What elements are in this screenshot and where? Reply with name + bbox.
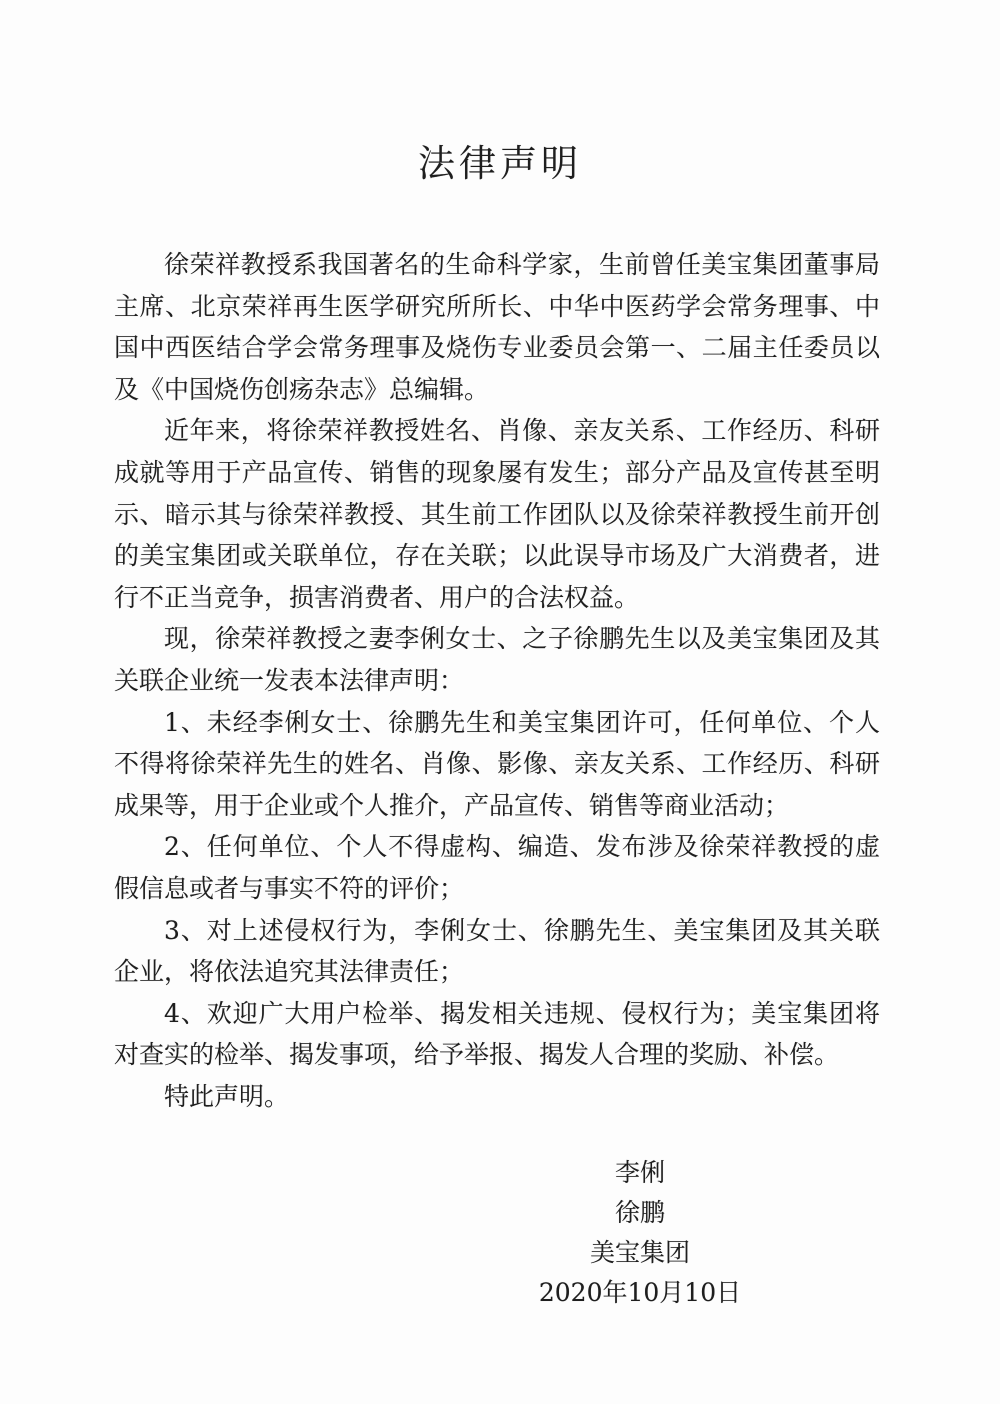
list-item-line: 不得将徐荣祥先生的姓名、肖像、影像、亲友关系、工作经历、科研 [114,749,880,779]
list-item-line: 对查实的检举、揭发事项，给予举报、揭发人合理的奖励、补偿。 [114,1040,840,1070]
signatory-company: 美宝集团 [589,1238,690,1267]
paragraph-line: 关联企业统一发表本法律声明： [114,665,465,695]
paragraph-line: 主席、北京荣祥再生医学研究所所长、中华中医药学会常务理事、中 [114,291,880,321]
list-item-line: 2、任何单位、个人不得虚构、编造、发布涉及徐荣祥教授的虚 [164,832,880,862]
signatory-name: 李俐 [614,1158,665,1187]
paragraph-line: 国中西医结合学会常务理事及烧伤专业委员会第一、二届主任委员以 [114,333,880,363]
document-body [114,244,880,1117]
paragraph-line: 徐荣祥教授系我国著名的生命科学家，生前曾任美宝集团董事局 [164,250,880,279]
document-title: 法律声明 [418,142,582,185]
paragraph-line: 行不正当竞争，损害消费者、用户的合法权益。 [114,582,640,612]
paragraph-line: 及《中国烧伤创疡杂志》总编辑。 [114,374,490,404]
list-item-line: 3、对上述侵权行为，李俐女士、徐鹏先生、美宝集团及其关联 [164,915,880,945]
list-item-line: 假信息或者与事实不符的评价； [114,873,465,903]
signature-date: 2020年10月10日 [538,1278,742,1307]
list-item-line: 4、欢迎广大用户检举、揭发相关违规、侵权行为；美宝集团将 [164,998,880,1028]
signature-block [450,1153,830,1313]
paragraph-line: 现，徐荣祥教授之妻李俐女士、之子徐鹏先生以及美宝集团及其 [164,624,880,654]
paragraph-line: 成就等用于产品宣传、销售的现象屡有发生；部分产品及宣传甚至明 [114,457,880,487]
closing-line: 特此声明。 [164,1081,290,1111]
signatory-name: 徐鹏 [614,1198,665,1227]
paragraph-line: 示、暗示其与徐荣祥教授、其生前工作团队以及徐荣祥教授生前开创 [114,499,880,529]
paragraph-line: 近年来，将徐荣祥教授姓名、肖像、亲友关系、工作经历、科研 [164,416,880,446]
list-item-line: 1、未经李俐女士、徐鹏先生和美宝集团许可，任何单位、个人 [164,707,880,737]
list-item-line: 企业，将依法追究其法律责任； [114,957,465,987]
list-item-line: 成果等，用于企业或个人推介，产品宣传、销售等商业活动； [114,790,790,820]
paragraph-line: 的美宝集团或关联单位，存在关联；以此误导市场及广大消费者，进 [114,541,880,571]
